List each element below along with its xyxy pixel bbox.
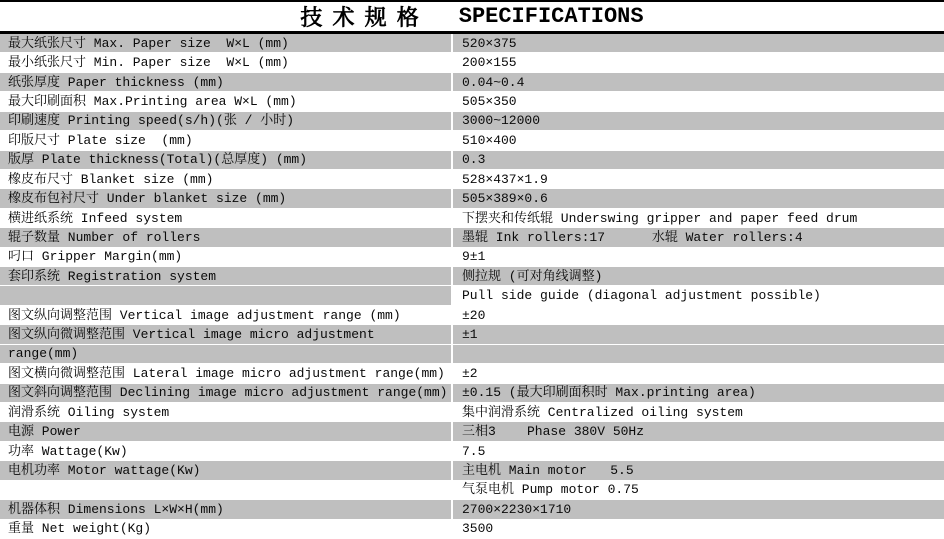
spec-value-cell: Pull side guide (diagonal adjustment possible) bbox=[453, 286, 944, 305]
table-row bbox=[0, 189, 944, 208]
spec-value-cell: 下摆夹和传纸辊 Underswing gripper and paper feed drum bbox=[453, 209, 944, 228]
spec-value-cell: 2700×2230×1710 bbox=[453, 500, 944, 519]
spec-label-cell: 版厚 Plate thickness(Total)(总厚度) (mm) bbox=[0, 151, 453, 170]
spec-label-cell: 套印系统 Registration system bbox=[0, 267, 453, 286]
spec-value-cell: ±1 bbox=[453, 325, 944, 344]
table-row bbox=[0, 306, 944, 325]
table-row bbox=[0, 267, 944, 286]
spec-label-cell: range(mm) bbox=[0, 345, 453, 364]
table-row bbox=[0, 286, 944, 305]
spec-label-cell: 印版尺寸 Plate size (mm) bbox=[0, 131, 453, 150]
spec-label-cell: 功率 Wattage(Kw) bbox=[0, 442, 453, 461]
spec-label-cell: 润滑系统 Oiling system bbox=[0, 403, 453, 422]
table-row bbox=[0, 248, 944, 267]
spec-label-cell: 最小纸张尺寸 Min. Paper size W×L (mm) bbox=[0, 53, 453, 72]
table-row bbox=[0, 112, 944, 131]
spec-label-cell: 最大纸张尺寸 Max. Paper size W×L (mm) bbox=[0, 34, 453, 53]
spec-value-cell: ±2 bbox=[453, 364, 944, 383]
table-row bbox=[0, 384, 944, 403]
spec-value-cell: 三相3 Phase 380V 50Hz bbox=[453, 422, 944, 441]
spec-label-cell: 图文斜向调整范围 Declining image micro adjustment range(mm) bbox=[0, 384, 453, 403]
spec-label-cell: 图文横向微调整范围 Lateral image micro adjustment range(mm) bbox=[0, 364, 453, 383]
spec-value-cell: 528×437×1.9 bbox=[453, 170, 944, 189]
table-row bbox=[0, 151, 944, 170]
table-row bbox=[0, 92, 944, 111]
title-chinese: 技 术 规 格 bbox=[300, 5, 421, 30]
spec-value-cell: 505×389×0.6 bbox=[453, 189, 944, 208]
table-row bbox=[0, 520, 944, 539]
spec-value-cell: 气泵电机 Pump motor 0.75 bbox=[453, 481, 944, 500]
spec-label-cell: 机器体积 Dimensions L×W×H(mm) bbox=[0, 500, 453, 519]
table-row bbox=[0, 481, 944, 500]
table-row bbox=[0, 422, 944, 441]
spec-label-cell: 图文纵向微调整范围 Vertical image micro adjustment bbox=[0, 325, 453, 344]
spec-label-cell: 图文纵向调整范围 Vertical image adjustment range (mm) bbox=[0, 306, 453, 325]
table-row bbox=[0, 209, 944, 228]
table-row bbox=[0, 461, 944, 480]
spec-label-cell: 电源 Power bbox=[0, 422, 453, 441]
spec-value-cell: 墨辊 Ink rollers:17 水辊 Water rollers:4 bbox=[453, 228, 944, 247]
title-english: SPECIFICATIONS bbox=[458, 4, 644, 29]
spec-value-cell: ±0.15 (最大印刷面积时 Max.printing area) bbox=[453, 384, 944, 403]
table-row bbox=[0, 500, 944, 519]
spec-value-cell: 主电机 Main motor 5.5 bbox=[453, 461, 944, 480]
table-row bbox=[0, 34, 944, 53]
spec-value-cell: 9±1 bbox=[453, 248, 944, 267]
specifications-table bbox=[0, 34, 944, 539]
spec-label-cell: 横进纸系统 Infeed system bbox=[0, 209, 453, 228]
spec-value-cell: 3000~12000 bbox=[453, 112, 944, 131]
spec-value-cell: 0.04~0.4 bbox=[453, 73, 944, 92]
spec-value-cell: 侧拉规 (可对角线调整) bbox=[453, 267, 944, 286]
table-row bbox=[0, 364, 944, 383]
spec-label-cell: 重量 Net weight(Kg) bbox=[0, 520, 453, 539]
spec-label-cell: 电机功率 Motor wattage(Kw) bbox=[0, 461, 453, 480]
table-row bbox=[0, 170, 944, 189]
table-row bbox=[0, 73, 944, 92]
table-row bbox=[0, 345, 944, 364]
spec-label-cell bbox=[0, 481, 453, 500]
spec-label-cell: 辊子数量 Number of rollers bbox=[0, 228, 453, 247]
spec-label-cell: 纸张厚度 Paper thickness (mm) bbox=[0, 73, 453, 92]
spec-label-cell: 印刷速度 Printing speed(s/h)(张 / 小时) bbox=[0, 112, 453, 131]
table-title bbox=[0, 2, 944, 31]
table-row bbox=[0, 228, 944, 247]
table-row bbox=[0, 442, 944, 461]
spec-label-cell: 最大印刷面积 Max.Printing area W×L (mm) bbox=[0, 92, 453, 111]
table-row bbox=[0, 131, 944, 150]
spec-value-cell: 0.3 bbox=[453, 151, 944, 170]
table-row bbox=[0, 53, 944, 72]
spec-value-cell bbox=[453, 345, 944, 364]
spec-label-cell: 橡皮布尺寸 Blanket size (mm) bbox=[0, 170, 453, 189]
spec-label-cell: 橡皮布包衬尺寸 Under blanket size (mm) bbox=[0, 189, 453, 208]
table-row bbox=[0, 403, 944, 422]
spec-label-cell: 叼口 Gripper Margin(mm) bbox=[0, 248, 453, 267]
spec-value-cell: 集中润滑系统 Centralized oiling system bbox=[453, 403, 944, 422]
spec-value-cell: 200×155 bbox=[453, 53, 944, 72]
spec-value-cell: 510×400 bbox=[453, 131, 944, 150]
spec-value-cell: 505×350 bbox=[453, 92, 944, 111]
spec-value-cell: ±20 bbox=[453, 306, 944, 325]
spec-value-cell: 520×375 bbox=[453, 34, 944, 53]
table-row bbox=[0, 325, 944, 344]
spec-value-cell: 3500 bbox=[453, 520, 944, 539]
spec-label-cell bbox=[0, 286, 453, 305]
spec-value-cell: 7.5 bbox=[453, 442, 944, 461]
